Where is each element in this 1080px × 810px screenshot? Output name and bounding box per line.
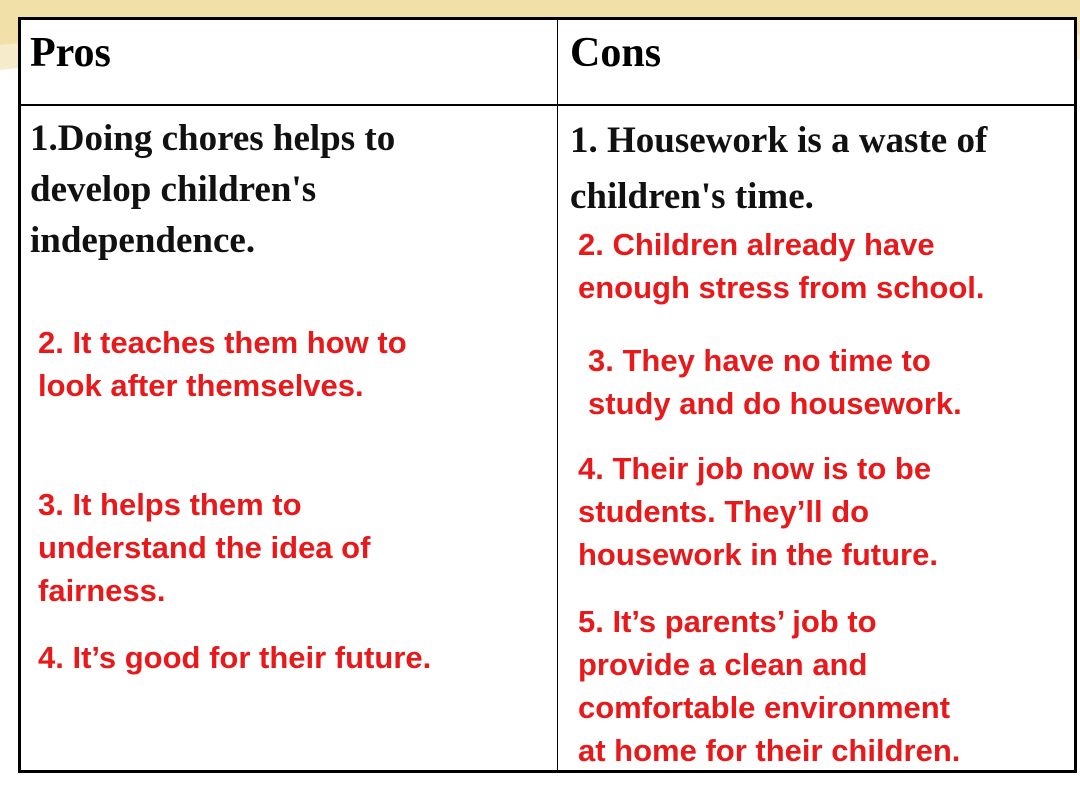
column-divider (557, 17, 558, 773)
pros-item-4: 4. It’s good for their future. (38, 640, 432, 675)
cons-item-4: 4. Their job now is to be students. They’ll do housework in the future. (578, 451, 938, 572)
cons-item-1: 1. Housework is a waste of children's time. (570, 120, 988, 217)
pros-header: Pros (30, 30, 111, 76)
pros-item-1: 1.Doing chores helps to develop children's independence. (30, 118, 396, 261)
pros-item-2: 2. It teaches them how to look after themselves. (38, 325, 407, 403)
cons-item-2: 2. Children already have enough stress from school. (578, 227, 985, 305)
pros-item-3: 3. It helps them to understand the idea of fairness. (38, 487, 371, 608)
header-divider (18, 104, 1077, 106)
cons-header: Cons (570, 30, 662, 76)
cons-item-3: 3. They have no time to study and do housework. (588, 343, 962, 421)
cons-item-5: 5. It’s parents’ job to provide a clean and comfortable environment at home for their children. (578, 604, 961, 768)
